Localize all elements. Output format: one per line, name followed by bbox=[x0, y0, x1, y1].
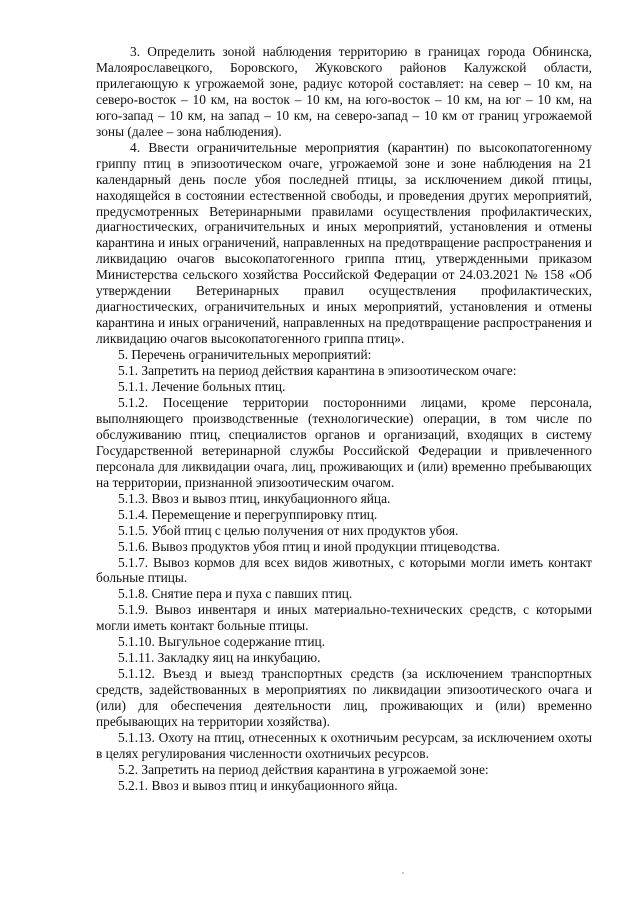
paragraph-5-1-6: 5.1.6. Вывоз продуктов убоя птиц и иной продукции птицеводства. bbox=[118, 538, 500, 554]
paragraph-5-1: 5.1. Запретить на период действия карантина в эпизоотическом очаге: bbox=[118, 363, 517, 379]
paragraph-5-1-11: 5.1.11. Закладку яиц на инкубацию. bbox=[118, 650, 321, 666]
paragraph-5-1-13: 5.1.13. Охоту на птиц, отнесенных к охотничьим ресурсам, за исключением охоты в целях регулирования численности охотничьих ресурсов. bbox=[96, 729, 592, 761]
paragraph-5-1-4: 5.1.4. Перемещение и перегруппировку птиц. bbox=[118, 506, 378, 522]
paragraph-5-1-8: 5.1.8. Снятие пера и пуха с павших птиц. bbox=[118, 586, 353, 602]
paragraph-5-1-7: 5.1.7. Вывоз кормов для всех видов животных, с которыми могли иметь контакт больные птицы. bbox=[96, 554, 592, 586]
paragraph-5-measures-list: 5. Перечень ограничительных мероприятий: bbox=[118, 347, 372, 363]
paragraph-5-1-5: 5.1.5. Убой птиц с целью получения от них продуктов убоя. bbox=[118, 522, 459, 538]
paragraph-5-2-1: 5.2.1. Ввоз и вывоз птиц и инкубационного яйца. bbox=[118, 777, 398, 793]
paragraph-5-1-3: 5.1.3. Ввоз и вывоз птиц, инкубационного яйца. bbox=[118, 490, 391, 506]
scan-speck bbox=[402, 872, 404, 874]
paragraph-5-2: 5.2. Запретить на период действия карантина в угрожаемой зоне: bbox=[118, 761, 489, 777]
paragraph-5-1-10: 5.1.10. Выгульное содержание птиц. bbox=[118, 634, 326, 650]
document-body bbox=[96, 44, 592, 794]
paragraph-5-1-2: 5.1.2. Посещение территории посторонними лицами, кроме персонала, выполняющего производственные (технологические) операции, в том числе по обслуживанию птиц, специалистов органов и организаций, входящих в систему Государственной ветеринарной службы Российской Федерации и привлеченного персонала для ликвидации очага, лиц, проживающих и (или) временно пребывающих на территории, признанной эпизоотическим очагом. bbox=[96, 394, 592, 490]
paragraph-5-1-12: 5.1.12. Въезд и выезд транспортных средств (за исключением транспортных средств, задействованных в мероприятиях по ликвидации эпизоотического очага и (или) для обеспечения деятельности лиц, проживающих и (или) временно пребывающих на территории хозяйства). bbox=[96, 666, 592, 730]
paragraph-3-observation-zone: 3. Определить зоной наблюдения территорию в границах города Обнинска, Малоярославецкого, Боровского, Жуковского районов Калужской области, прилегающую к угрожаемой зоне, радиус которой составляет: на север – 10 км, на северо-восток – 10 км, на восток – 10 км, на юго-восток – 10 км, на юг – 10 км, на юго-запад – 10 км, на запад – 10 км, на северо-запад – 10 км от границ угрожаемой зоны (далее – зона наблюдения). bbox=[96, 44, 592, 139]
paragraph-4-quarantine: 4. Ввести ограничительные мероприятия (карантин) по высокопатогенному гриппу птиц в эпизоотическом очаге, угрожаемой зоне и зоне наблюдения на 21 календарный день после убоя последней птицы, за исключением дикой птицы, находящейся в состоянии естественной свободы, и проведения других мероприятий, предусмотренных Ветеринарными правилами осуществления профилактических, диагностических, ограничительных и иных мероприятий, установления и отмены карантина и иных ограничений, направленных на предотвращение распространения и ликвидацию очагов высокопатогенного гриппа птиц, утвержденными приказом Министерства сельского хозяйства Российской Федерации от 24.03.2021 № 158 «Об утверждении Ветеринарных правил осуществления профилактических, диагностических, ограничительных и иных мероприятий, установления и отмены карантина и иных ограничений, направленных на предотвращение распространения и ликвидацию очагов высокопатогенного гриппа птиц». bbox=[96, 139, 592, 347]
paragraph-5-1-1: 5.1.1. Лечение больных птиц. bbox=[118, 379, 286, 395]
paragraph-5-1-9: 5.1.9. Вывоз инвентаря и иных материально-технических средств, с которыми могли иметь контакт больные птицы. bbox=[96, 602, 592, 634]
